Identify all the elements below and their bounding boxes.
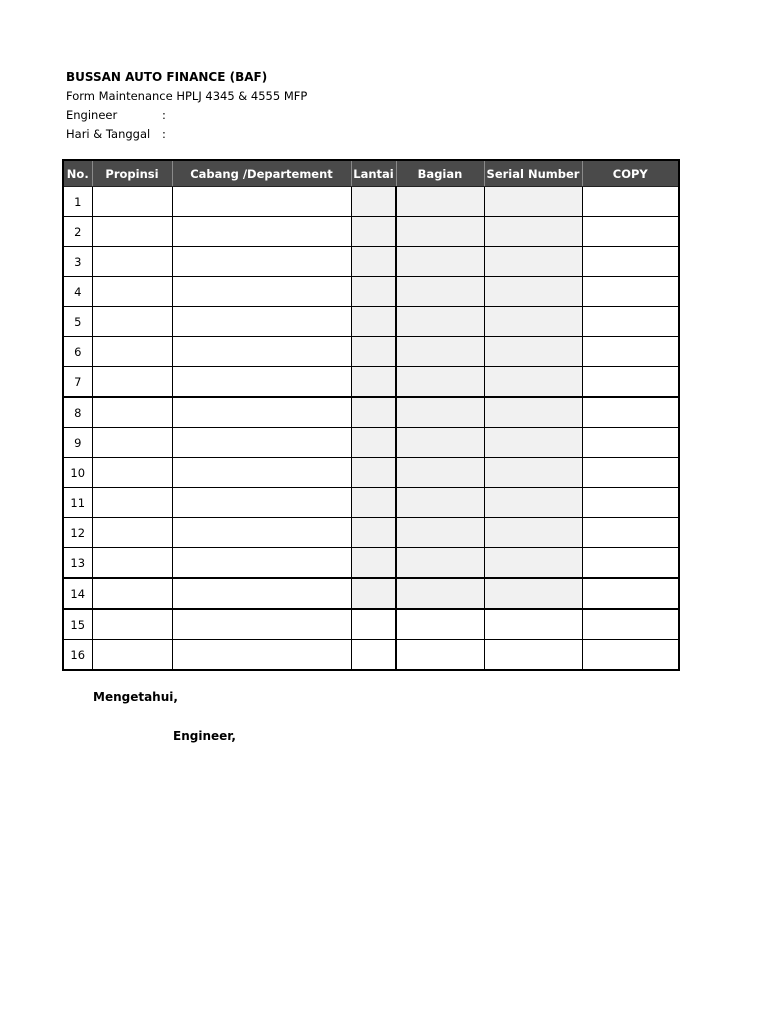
table-row [63,640,679,671]
cell-copy[interactable] [582,367,679,398]
form-header [66,68,307,144]
maintenance-table [62,159,680,671]
row-number: 9 [63,428,92,458]
row-number: 14 [63,578,92,609]
cell-cabang[interactable] [172,609,351,640]
cell-propinsi[interactable] [92,217,172,247]
cell-propinsi[interactable] [92,548,172,579]
cell-lantai[interactable] [351,277,396,307]
cell-copy[interactable] [582,187,679,217]
cell-bagian[interactable] [396,337,484,367]
cell-serial-number[interactable] [484,609,582,640]
cell-copy[interactable] [582,488,679,518]
cell-copy[interactable] [582,277,679,307]
cell-bagian[interactable] [396,277,484,307]
table-row [63,458,679,488]
col-header-no: No. [63,160,92,187]
cell-propinsi[interactable] [92,518,172,548]
cell-serial-number[interactable] [484,217,582,247]
cell-lantai[interactable] [351,518,396,548]
date-label: Hari & Tanggal [66,127,151,141]
cell-cabang[interactable] [172,578,351,609]
date-colon: : [162,127,166,141]
cell-serial-number[interactable] [484,428,582,458]
cell-cabang[interactable] [172,548,351,579]
cell-bagian[interactable] [396,367,484,398]
table-row [63,247,679,277]
cell-cabang[interactable] [172,640,351,671]
cell-propinsi[interactable] [92,187,172,217]
row-number: 8 [63,397,92,428]
row-number: 15 [63,609,92,640]
cell-serial-number[interactable] [484,247,582,277]
company-name: BUSSAN AUTO FINANCE (BAF) [66,70,268,84]
cell-lantai[interactable] [351,337,396,367]
cell-copy[interactable] [582,548,679,579]
cell-propinsi[interactable] [92,367,172,398]
cell-bagian[interactable] [396,640,484,671]
cell-lantai[interactable] [351,578,396,609]
cell-serial-number[interactable] [484,548,582,579]
col-header-copy: COPY [582,160,679,187]
cell-propinsi[interactable] [92,307,172,337]
row-number: 12 [63,518,92,548]
cell-cabang[interactable] [172,337,351,367]
cell-propinsi[interactable] [92,277,172,307]
cell-lantai[interactable] [351,247,396,277]
cell-lantai[interactable] [351,548,396,579]
cell-bagian[interactable] [396,247,484,277]
col-header-cabang: Cabang /Departement [172,160,351,187]
row-number: 3 [63,247,92,277]
row-number: 16 [63,640,92,671]
acknowledged-label: Mengetahui, [93,690,178,704]
row-number: 7 [63,367,92,398]
row-number: 6 [63,337,92,367]
table-row [63,397,679,428]
cell-lantai[interactable] [351,217,396,247]
cell-cabang[interactable] [172,187,351,217]
cell-lantai[interactable] [351,458,396,488]
cell-bagian[interactable] [396,307,484,337]
col-header-lantai: Lantai [351,160,396,187]
cell-lantai[interactable] [351,187,396,217]
table-row [63,488,679,518]
cell-lantai[interactable] [351,307,396,337]
cell-copy[interactable] [582,518,679,548]
table-row [63,548,679,579]
form-title [66,87,307,106]
cell-lantai[interactable] [351,367,396,398]
cell-serial-number[interactable] [484,488,582,518]
cell-propinsi[interactable] [92,458,172,488]
cell-serial-number[interactable] [484,307,582,337]
table-row [63,187,679,217]
cell-copy[interactable] [582,397,679,428]
col-header-bagian: Bagian [396,160,484,187]
cell-cabang[interactable] [172,367,351,398]
cell-bagian[interactable] [396,217,484,247]
engineer-colon: : [162,108,166,122]
table-row [63,217,679,247]
cell-serial-number[interactable] [484,277,582,307]
row-number: 4 [63,277,92,307]
table-row [63,609,679,640]
cell-bagian[interactable] [396,488,484,518]
table-header-row [63,160,679,187]
form-title-text: Form Maintenance HPLJ 4345 & 4555 MFP [66,89,308,103]
cell-cabang[interactable] [172,307,351,337]
col-header-serial-number: Serial Number [484,160,582,187]
cell-lantai[interactable] [351,640,396,671]
table-row [63,277,679,307]
cell-copy[interactable] [582,307,679,337]
col-header-propinsi: Propinsi [92,160,172,187]
cell-bagian[interactable] [396,428,484,458]
cell-serial-number[interactable] [484,458,582,488]
cell-cabang[interactable] [172,397,351,428]
cell-lantai[interactable] [351,428,396,458]
cell-copy[interactable] [582,458,679,488]
cell-copy[interactable] [582,609,679,640]
cell-cabang[interactable] [172,458,351,488]
cell-cabang[interactable] [172,518,351,548]
cell-copy[interactable] [582,217,679,247]
engineer-sign-label: Engineer, [173,729,236,743]
cell-lantai[interactable] [351,609,396,640]
cell-propinsi[interactable] [92,247,172,277]
cell-bagian[interactable] [396,548,484,579]
cell-propinsi[interactable] [92,640,172,671]
cell-bagian[interactable] [396,397,484,428]
cell-serial-number[interactable] [484,367,582,398]
row-number: 13 [63,548,92,579]
cell-copy[interactable] [582,247,679,277]
cell-cabang[interactable] [172,488,351,518]
cell-copy[interactable] [582,578,679,609]
engineer-label: Engineer [66,108,118,122]
engineer-field [66,106,307,125]
cell-bagian[interactable] [396,609,484,640]
cell-copy[interactable] [582,337,679,367]
table-row [63,518,679,548]
cell-propinsi[interactable] [92,578,172,609]
row-number: 10 [63,458,92,488]
table-row [63,337,679,367]
table-row [63,578,679,609]
table-body [63,187,679,671]
cell-serial-number[interactable] [484,187,582,217]
cell-propinsi[interactable] [92,397,172,428]
table-row [63,367,679,398]
cell-bagian[interactable] [396,458,484,488]
table-row [63,428,679,458]
cell-serial-number[interactable] [484,337,582,367]
cell-cabang[interactable] [172,428,351,458]
row-number: 11 [63,488,92,518]
cell-propinsi[interactable] [92,337,172,367]
row-number: 5 [63,307,92,337]
cell-cabang[interactable] [172,277,351,307]
row-number: 1 [63,187,92,217]
cell-serial-number[interactable] [484,640,582,671]
table-row [63,307,679,337]
date-field [66,125,307,144]
cell-bagian[interactable] [396,578,484,609]
cell-bagian[interactable] [396,518,484,548]
cell-serial-number[interactable] [484,578,582,609]
cell-cabang[interactable] [172,247,351,277]
cell-lantai[interactable] [351,488,396,518]
cell-copy[interactable] [582,428,679,458]
cell-propinsi[interactable] [92,428,172,458]
cell-propinsi[interactable] [92,488,172,518]
cell-copy[interactable] [582,640,679,671]
cell-serial-number[interactable] [484,518,582,548]
cell-propinsi[interactable] [92,609,172,640]
cell-cabang[interactable] [172,217,351,247]
cell-lantai[interactable] [351,397,396,428]
cell-bagian[interactable] [396,187,484,217]
row-number: 2 [63,217,92,247]
cell-serial-number[interactable] [484,397,582,428]
